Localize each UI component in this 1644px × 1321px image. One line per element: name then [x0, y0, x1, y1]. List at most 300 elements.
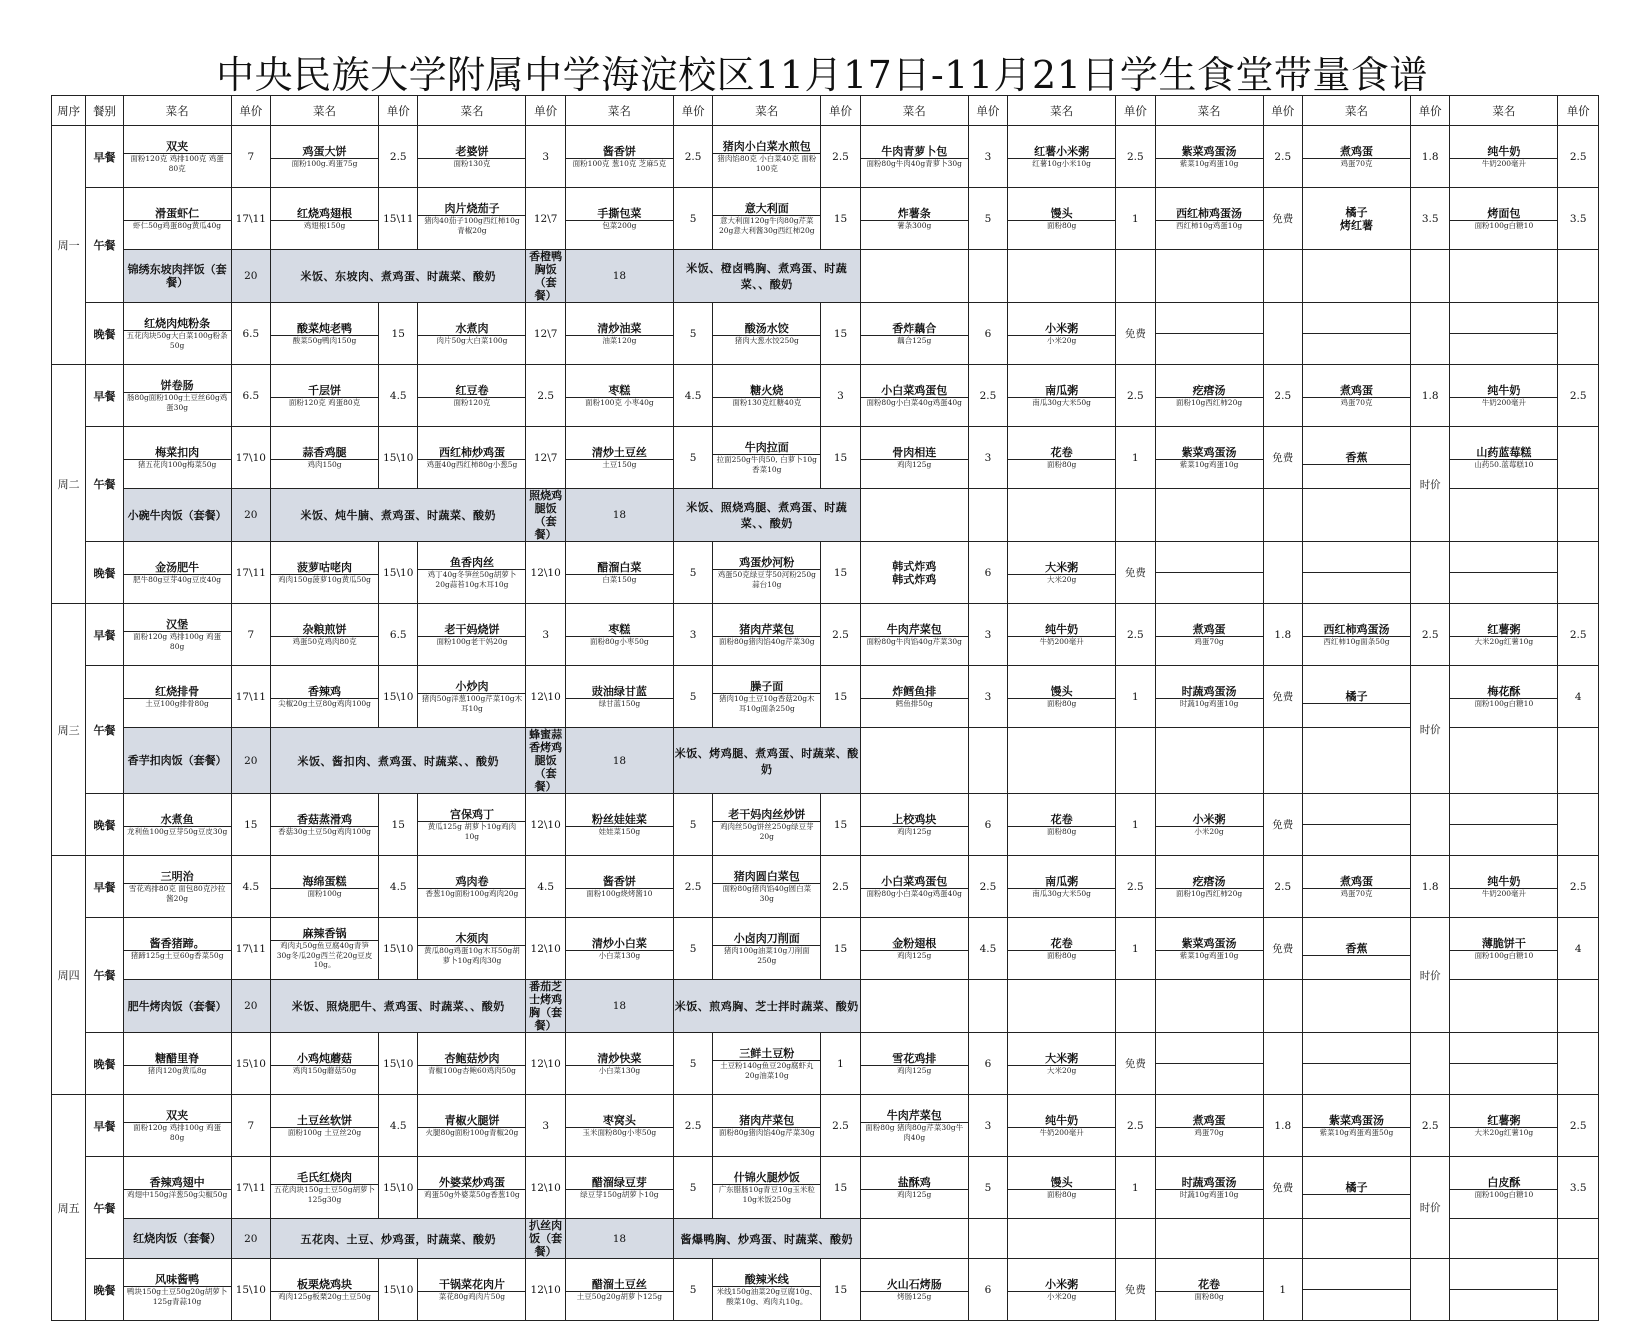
- dish-stack: [271, 813, 378, 837]
- dish-stack: [1303, 1181, 1410, 1195]
- dish-name: 毛氏红烧肉: [271, 1171, 378, 1185]
- dish-cell: [1450, 365, 1558, 427]
- dish-price: 5: [673, 542, 712, 604]
- dish-ingredients: 面粉100g 土豆丝20g: [287, 1127, 362, 1137]
- dish-stack: [566, 561, 673, 585]
- dish-name: 醋溜土豆丝: [566, 1278, 673, 1292]
- dish-ingredients: 意大利面120g牛肉80g芹菜20g意大利酱30g西红柿20g: [719, 216, 815, 235]
- set-meal-contents: 米饭、东坡肉、煮鸡蛋、时蔬菜、酸奶: [271, 250, 526, 303]
- empty-cell: [860, 250, 968, 303]
- dish-cell: [713, 303, 821, 365]
- dish-ingredients: 鸡肉丝50g饼丝250g绿豆芽20g: [720, 822, 814, 841]
- dish-stack: [1008, 937, 1115, 961]
- dish-name: 清炒快菜: [566, 1052, 673, 1066]
- dish-ingredients: 面粉80g牛肉40g青萝卜30g: [866, 158, 962, 168]
- dish-ingredients: 面粉130克: [453, 158, 491, 168]
- empty-cell: [1008, 489, 1116, 542]
- dish-ingredients: 鸡翅中150g洋葱50g尖椒50g: [126, 1189, 228, 1199]
- dish-cell: [418, 918, 526, 980]
- dish-stack: [1156, 813, 1263, 837]
- dish-price: [1410, 1259, 1449, 1321]
- dish-name: 紫菜鸡蛋汤: [1156, 937, 1263, 951]
- dish-stack: [566, 1176, 673, 1200]
- dish-name: 酸汤水饺: [713, 322, 820, 336]
- dish-name: 三鲜土豆粉: [713, 1047, 820, 1061]
- dish-price: 时价: [1410, 918, 1449, 1033]
- empty-cell: [860, 728, 968, 794]
- empty-cell: [968, 250, 1007, 303]
- dish-name: 外婆菜炒鸡蛋: [418, 1176, 525, 1190]
- set-meal-name: 小碗牛肉饭（套餐）: [123, 489, 231, 542]
- dish-cell: [123, 604, 231, 666]
- dish-stack: [1008, 875, 1115, 899]
- dish-stack: [713, 808, 820, 841]
- dish-stack: [1156, 685, 1263, 709]
- dish-name: 梅菜扣肉: [124, 446, 231, 460]
- dish-cell: [860, 188, 968, 250]
- dish-name: 枣糕: [566, 384, 673, 398]
- empty-cell: [1450, 980, 1558, 1033]
- dish-name: 酱香饼: [566, 145, 673, 159]
- dish-ingredients: 拉面250g牛肉50, 白萝卜10g香菜10g: [716, 455, 817, 474]
- empty-cell: [1450, 728, 1558, 794]
- dish-price: [1410, 1033, 1449, 1095]
- dish-name: 小卤肉刀削面: [713, 932, 820, 946]
- dish-cell: [418, 126, 526, 188]
- dish-ingredients: 小白菜130g: [598, 1065, 641, 1075]
- dish-cell: [565, 427, 673, 489]
- empty-cell: [1410, 250, 1449, 303]
- dish-cell: [418, 666, 526, 728]
- dish-stack: [1156, 1176, 1263, 1200]
- dish-price: 6: [968, 1033, 1007, 1095]
- set-meal-contents: 米饭、烤鸡腿、煮鸡蛋、时蔬菜、酸奶: [673, 728, 860, 794]
- dish-stack: [861, 1109, 968, 1142]
- dish-ingredients: 红薯10g小米10g: [1032, 158, 1091, 168]
- dish-cell: [123, 856, 231, 918]
- dish-name: 老干妈肉丝炒饼: [713, 808, 820, 822]
- set-meal-contents: 米饭、照烧肥牛、煮鸡蛋、时蔬菜、、酸奶: [271, 980, 526, 1033]
- dish-stack: [1303, 623, 1410, 647]
- dish-name: 酸辣米线: [713, 1273, 820, 1287]
- meal-row: [52, 666, 1599, 728]
- dish-price: 免费: [1263, 188, 1302, 250]
- meal-row: [52, 1259, 1599, 1321]
- dish-ingredients: 面粉120克 鸡排100克 鸡蛋80克: [130, 154, 224, 173]
- dish-cell: [860, 303, 968, 365]
- header-cell: 单价: [526, 96, 565, 126]
- dish-ingredients: 米线150g油菜20g豆腐10g、酸菜10g、鸡肉丸10g。: [716, 1287, 817, 1306]
- dish-stack: [713, 932, 820, 965]
- dish-price: 12\10: [526, 918, 565, 980]
- day-label: 周五: [52, 1095, 86, 1321]
- dish-stack: [1008, 623, 1115, 647]
- dish-stack: [124, 813, 231, 837]
- dish-ingredients: 面粉120克: [453, 397, 491, 407]
- dish-cell: [1303, 188, 1411, 250]
- dish-name: 老干妈烧饼: [418, 623, 525, 637]
- dish-stack: [1450, 333, 1557, 334]
- empty-cell: [1008, 1219, 1116, 1259]
- set-meal-name: 扒丝肉饭（套餐）: [526, 1219, 565, 1259]
- dish-name: 疙瘩汤: [1156, 875, 1263, 889]
- dish-ingredients: 虾仁50g鸡蛋80g黄瓜40g: [133, 220, 222, 230]
- dish-stack: [418, 1114, 525, 1138]
- dish-price: 17\11: [231, 188, 270, 250]
- dish-cell: [1155, 1033, 1263, 1095]
- set-meal-price: 20: [231, 728, 270, 794]
- dish-price: 2.5: [1558, 1095, 1599, 1157]
- dish-cell: [1008, 1157, 1116, 1219]
- dish-ingredients: 猪肉100g油菜10g刀削面250g: [723, 946, 810, 965]
- dish-ingredients: 鸡蛋70克: [1340, 158, 1373, 168]
- dish-cell: [271, 365, 379, 427]
- dish-name: 薄脆饼干: [1450, 937, 1557, 951]
- dish-name: 花卷: [1008, 813, 1115, 827]
- dish-cell: [1008, 918, 1116, 980]
- dish-name: 南瓜粥: [1008, 384, 1115, 398]
- dish-cell: [713, 794, 821, 856]
- dish-stack: [566, 1278, 673, 1302]
- dish-stack: [124, 1176, 231, 1200]
- dish-price: 15: [231, 794, 270, 856]
- dish-price: 12\7: [526, 188, 565, 250]
- dish-ingredients: 牛奶200毫升: [1481, 158, 1527, 168]
- dish-price: 5: [673, 1259, 712, 1321]
- dish-name: 牛肉芹菜包: [861, 1109, 968, 1123]
- dish-cell: [123, 1033, 231, 1095]
- day-label: 周四: [52, 856, 86, 1095]
- dish-name: 清炒油菜: [566, 322, 673, 336]
- dish-cell: [1303, 666, 1411, 728]
- dish-name: 山药蓝莓糕: [1450, 446, 1557, 460]
- dish-name: 骨肉相连: [861, 446, 968, 460]
- dish-price: 3.5: [1410, 188, 1449, 250]
- dish-price: 4.5: [379, 1095, 418, 1157]
- dish-price: 15: [821, 918, 860, 980]
- dish-price: 免费: [1116, 1033, 1155, 1095]
- dish-cell: [271, 856, 379, 918]
- dish-cell: [565, 542, 673, 604]
- dish-stack: [124, 618, 231, 651]
- dish-stack: [418, 446, 525, 470]
- dish-stack: [1156, 1063, 1263, 1064]
- dish-name: 饼卷肠: [124, 379, 231, 393]
- set-meal-contents: 米饭、酱扣肉、煮鸡蛋、时蔬菜、、酸奶: [271, 728, 526, 794]
- dish-price: 免费: [1263, 918, 1302, 980]
- dish-cell: [1155, 1157, 1263, 1219]
- set-meal-name: 肥牛烤肉饭（套餐）: [123, 980, 231, 1033]
- dish-cell: [565, 666, 673, 728]
- dish-ingredients: 肠80g面粉100g土豆丝60g鸡蛋30g: [126, 393, 228, 412]
- dish-stack: [271, 685, 378, 709]
- dish-name: 白皮酥: [1450, 1176, 1557, 1190]
- dish-ingredients: 香葱10g面粉100g鸡肉20g: [425, 888, 519, 898]
- dish-ingredients: 大米20g红薯10g: [1474, 1127, 1534, 1137]
- dish-ingredients: 大米20g: [1046, 1065, 1077, 1075]
- dish-name: 小米粥: [1156, 813, 1263, 827]
- dish-name: 小米粥: [1008, 322, 1115, 336]
- dish-stack: [124, 1273, 231, 1306]
- dish-cell: [1303, 856, 1411, 918]
- dish-cell: [860, 794, 968, 856]
- dish-name: 枣窝头: [566, 1114, 673, 1128]
- dish-cell: [418, 1259, 526, 1321]
- dish-stack: [861, 560, 968, 586]
- meal-row: [52, 1157, 1599, 1219]
- dish-ingredients: 鸡蛋40g西红柿80g小葱5g: [426, 459, 518, 469]
- dish-name: 青椒火腿饼: [418, 1114, 525, 1128]
- dish-cell: [123, 1095, 231, 1157]
- dish-cell: [271, 1033, 379, 1095]
- dish-ingredients: 鸡肉150g蘑菇50g: [292, 1065, 357, 1075]
- dish-ingredients: 面粉100g.鸡蛋75g: [291, 158, 358, 168]
- dish-name: 豉油绿甘蓝: [566, 685, 673, 699]
- dish-name: 花卷: [1008, 446, 1115, 460]
- dish-stack: [713, 1171, 820, 1204]
- dish-price: 5: [968, 1157, 1007, 1219]
- dish-cell: [1303, 365, 1411, 427]
- dish-ingredients: 鸡肉125g: [897, 826, 932, 836]
- dish-ingredients: 鸡肉125g: [897, 1189, 932, 1199]
- dish-stack: [418, 1278, 525, 1302]
- dish-price: 4: [1558, 666, 1599, 728]
- dish-price: [1558, 1033, 1599, 1095]
- dish-cell: [860, 365, 968, 427]
- dish-name: 老婆饼: [418, 145, 525, 159]
- dish-cell: [565, 1157, 673, 1219]
- dish-price: 5: [968, 188, 1007, 250]
- dish-price: 15: [821, 188, 860, 250]
- dish-stack: [713, 1273, 820, 1306]
- dish-stack: [271, 561, 378, 585]
- dish-ingredients: 牛奶200毫升: [1039, 636, 1084, 646]
- dish-price: 2.5: [968, 856, 1007, 918]
- empty-cell: [1303, 250, 1411, 303]
- dish-stack: [861, 937, 968, 961]
- dish-ingredients: 面粉80g: [1046, 220, 1077, 230]
- dish-name: 双夹: [124, 1109, 231, 1123]
- meal-row: [52, 427, 1599, 489]
- dish-name: 汉堡: [124, 618, 231, 632]
- dish-stack: [124, 446, 231, 470]
- dish-price: 17\11: [231, 542, 270, 604]
- dish-stack: [566, 207, 673, 231]
- header-cell: 菜名: [271, 96, 379, 126]
- dish-ingredients: 面粉80g: [1046, 1189, 1077, 1199]
- dish-ingredients: 包菜200g: [602, 220, 637, 230]
- dish-stack: [271, 207, 378, 231]
- dish-cell: [1008, 365, 1116, 427]
- dish-stack: [271, 1278, 378, 1302]
- dish-name: 蒜香鸡腿: [271, 446, 378, 460]
- dish-stack: [124, 379, 231, 412]
- dish-cell: [1155, 365, 1263, 427]
- dish-name: 糖火烧: [713, 384, 820, 398]
- empty-cell: [1116, 489, 1155, 542]
- dish-cell: [1008, 126, 1116, 188]
- dish-price: 2.5: [821, 604, 860, 666]
- dish-name: 橘子: [1303, 1181, 1410, 1195]
- dish-stack: [713, 680, 820, 713]
- dish-stack: [1450, 446, 1557, 470]
- dish-price: 2.5: [1116, 856, 1155, 918]
- dish-name: 香蕉: [1303, 942, 1410, 956]
- dish-name: 宫保鸡丁: [418, 808, 525, 822]
- dish-stack: [1008, 561, 1115, 585]
- dish-price: 3.5: [1558, 1157, 1599, 1219]
- dish-ingredients: 面粉80g 猪肉80g芹菜30g牛肉40g: [865, 1123, 964, 1142]
- dish-name: 小白菜鸡蛋包: [861, 384, 968, 398]
- dish-price: 1: [1116, 918, 1155, 980]
- dish-cell: [1008, 1259, 1116, 1321]
- dish-stack: [1008, 1176, 1115, 1200]
- dish-cell: [123, 542, 231, 604]
- dish-stack: [1450, 1176, 1557, 1200]
- dish-cell: [1303, 126, 1411, 188]
- empty-cell: [968, 1219, 1007, 1259]
- meal-label: 午餐: [86, 427, 123, 542]
- dish-stack: [861, 623, 968, 647]
- dish-name: 水煮肉: [418, 322, 525, 336]
- dish-price: 17\11: [231, 666, 270, 728]
- dish-ingredients: 火腿80g面粉100g青椒20g: [425, 1127, 519, 1137]
- dish-name: 臊子面: [713, 680, 820, 694]
- dish-stack: [124, 1109, 231, 1142]
- header-row: [52, 96, 1599, 126]
- dish-ingredients: 鸡翅根150g: [303, 220, 346, 230]
- dish-name: 红薯小米粥: [1008, 145, 1115, 159]
- empty-cell: [968, 489, 1007, 542]
- dish-stack: [1303, 333, 1410, 334]
- meal-label: 午餐: [86, 188, 123, 303]
- dish-ingredients: 南瓜30g大米50g: [1032, 397, 1091, 407]
- dish-cell: [1008, 1095, 1116, 1157]
- dish-ingredients: 鸡蛋70g: [1194, 636, 1224, 646]
- dish-stack: [271, 623, 378, 647]
- dish-price: 3: [968, 666, 1007, 728]
- dish-price: 2.5: [1263, 856, 1302, 918]
- dish-name: 醋溜绿豆芽: [566, 1176, 673, 1190]
- dish-cell: [271, 794, 379, 856]
- meal-row: [52, 365, 1599, 427]
- dish-stack: [713, 556, 820, 589]
- dish-name: 什锦火腿炒饭: [713, 1171, 820, 1185]
- dish-stack: [1450, 1114, 1557, 1138]
- dish-name: 小鸡炖蘑菇: [271, 1052, 378, 1066]
- dish-cell: [1450, 604, 1558, 666]
- dish-cell: [1008, 666, 1116, 728]
- dish-ingredients: 面粉100克 葱10克 芝麻5克: [572, 158, 667, 168]
- dish-name: 糖醋里脊: [124, 1052, 231, 1066]
- dish-price: 15\10: [231, 1259, 270, 1321]
- meal-row: [52, 126, 1599, 188]
- dish-name: 鸡蛋炒河粉: [713, 556, 820, 570]
- dish-cell: [565, 1259, 673, 1321]
- dish-price: 15\10: [379, 918, 418, 980]
- dish-price: 6: [968, 794, 1007, 856]
- dish-stack: [713, 623, 820, 647]
- dish-name: 水煮鱼: [124, 813, 231, 827]
- dish-ingredients: 面粉80g牛肉馅40g芹菜30g: [866, 636, 962, 646]
- set-meal-price: 20: [231, 489, 270, 542]
- dish-cell: [1008, 604, 1116, 666]
- dish-stack: [1303, 1114, 1410, 1138]
- dish-price: 6.5: [379, 604, 418, 666]
- dish-stack: [1156, 937, 1263, 961]
- dish-stack: [418, 680, 525, 713]
- dish-name: 韩式炸鸡: [892, 572, 937, 586]
- empty-cell: [1008, 980, 1116, 1033]
- dish-price: 5: [673, 188, 712, 250]
- set-meal-contents: 米饭、橙卤鸭胸、煮鸡蛋、时蔬菜、、酸奶: [673, 250, 860, 303]
- dish-price: 5: [673, 1157, 712, 1219]
- dish-cell: [271, 1157, 379, 1219]
- dish-cell: [1155, 1259, 1263, 1321]
- dish-cell: [1008, 542, 1116, 604]
- dish-stack: [271, 1114, 378, 1138]
- meal-label: 早餐: [86, 126, 123, 188]
- dish-ingredients: 小米20g: [1046, 1291, 1077, 1301]
- set-meal-price: 20: [231, 980, 270, 1033]
- dish-stack: [418, 556, 525, 589]
- dish-ingredients: 小米20g: [1194, 826, 1224, 836]
- empty-cell: [1558, 728, 1599, 794]
- dish-ingredients: 白菜150g: [602, 574, 637, 584]
- dish-name: 板栗烧鸡块: [271, 1278, 378, 1292]
- dish-cell: [1450, 1033, 1558, 1095]
- dish-stack: [124, 317, 231, 350]
- dish-stack: [418, 384, 525, 408]
- dish-name: 紫菜鸡蛋汤: [1156, 446, 1263, 460]
- dish-ingredients: 薯条300g: [897, 220, 932, 230]
- dish-stack: [861, 875, 968, 899]
- dish-stack: [1450, 937, 1557, 961]
- dish-price: 3: [673, 604, 712, 666]
- dish-cell: [123, 794, 231, 856]
- dish-cell: [860, 126, 968, 188]
- dish-cell: [418, 794, 526, 856]
- dish-cell: [1155, 1095, 1263, 1157]
- dish-price: 2.5: [1558, 604, 1599, 666]
- dish-cell: [1303, 1157, 1411, 1219]
- dish-stack: [124, 140, 231, 173]
- dish-price: 1: [1263, 1259, 1302, 1321]
- dish-name: 煮鸡蛋: [1303, 384, 1410, 398]
- set-meal-name: 蜂蜜蒜香烤鸡腿饭（套餐）: [526, 728, 565, 794]
- dish-cell: [271, 188, 379, 250]
- dish-stack: [1008, 207, 1115, 231]
- dish-price: 12\7: [526, 427, 565, 489]
- dish-ingredients: 面粉80g猪肉馅40g芹菜30g: [719, 636, 815, 646]
- dish-stack: [124, 561, 231, 585]
- dish-ingredients: 面粉80g: [1046, 459, 1077, 469]
- set-meal-contents: 米饭、煎鸡胸、芝士拌时蔬菜、酸奶: [673, 980, 860, 1033]
- dish-price: 15: [821, 794, 860, 856]
- meal-row: [52, 188, 1599, 250]
- dish-ingredients: 面粉100g白糖10: [1474, 698, 1534, 708]
- dish-ingredients: 面粉100g: [307, 888, 342, 898]
- meal-row: [52, 303, 1599, 365]
- dish-cell: [860, 604, 968, 666]
- set-meal-name: 锦绣东坡肉拌饭（套餐）: [123, 250, 231, 303]
- dish-ingredients: 黄瓜125g 胡萝卜10g鸡肉10g: [427, 822, 517, 841]
- set-meal-contents: 米饭、照烧鸡腿、煮鸡蛋、时蔬菜、、酸奶: [673, 489, 860, 542]
- dish-stack: [1450, 1063, 1557, 1064]
- dish-cell: [565, 303, 673, 365]
- dish-stack: [1156, 384, 1263, 408]
- dish-ingredients: 猪肉10g土豆10g香菇20g木耳10g面条250g: [719, 694, 815, 713]
